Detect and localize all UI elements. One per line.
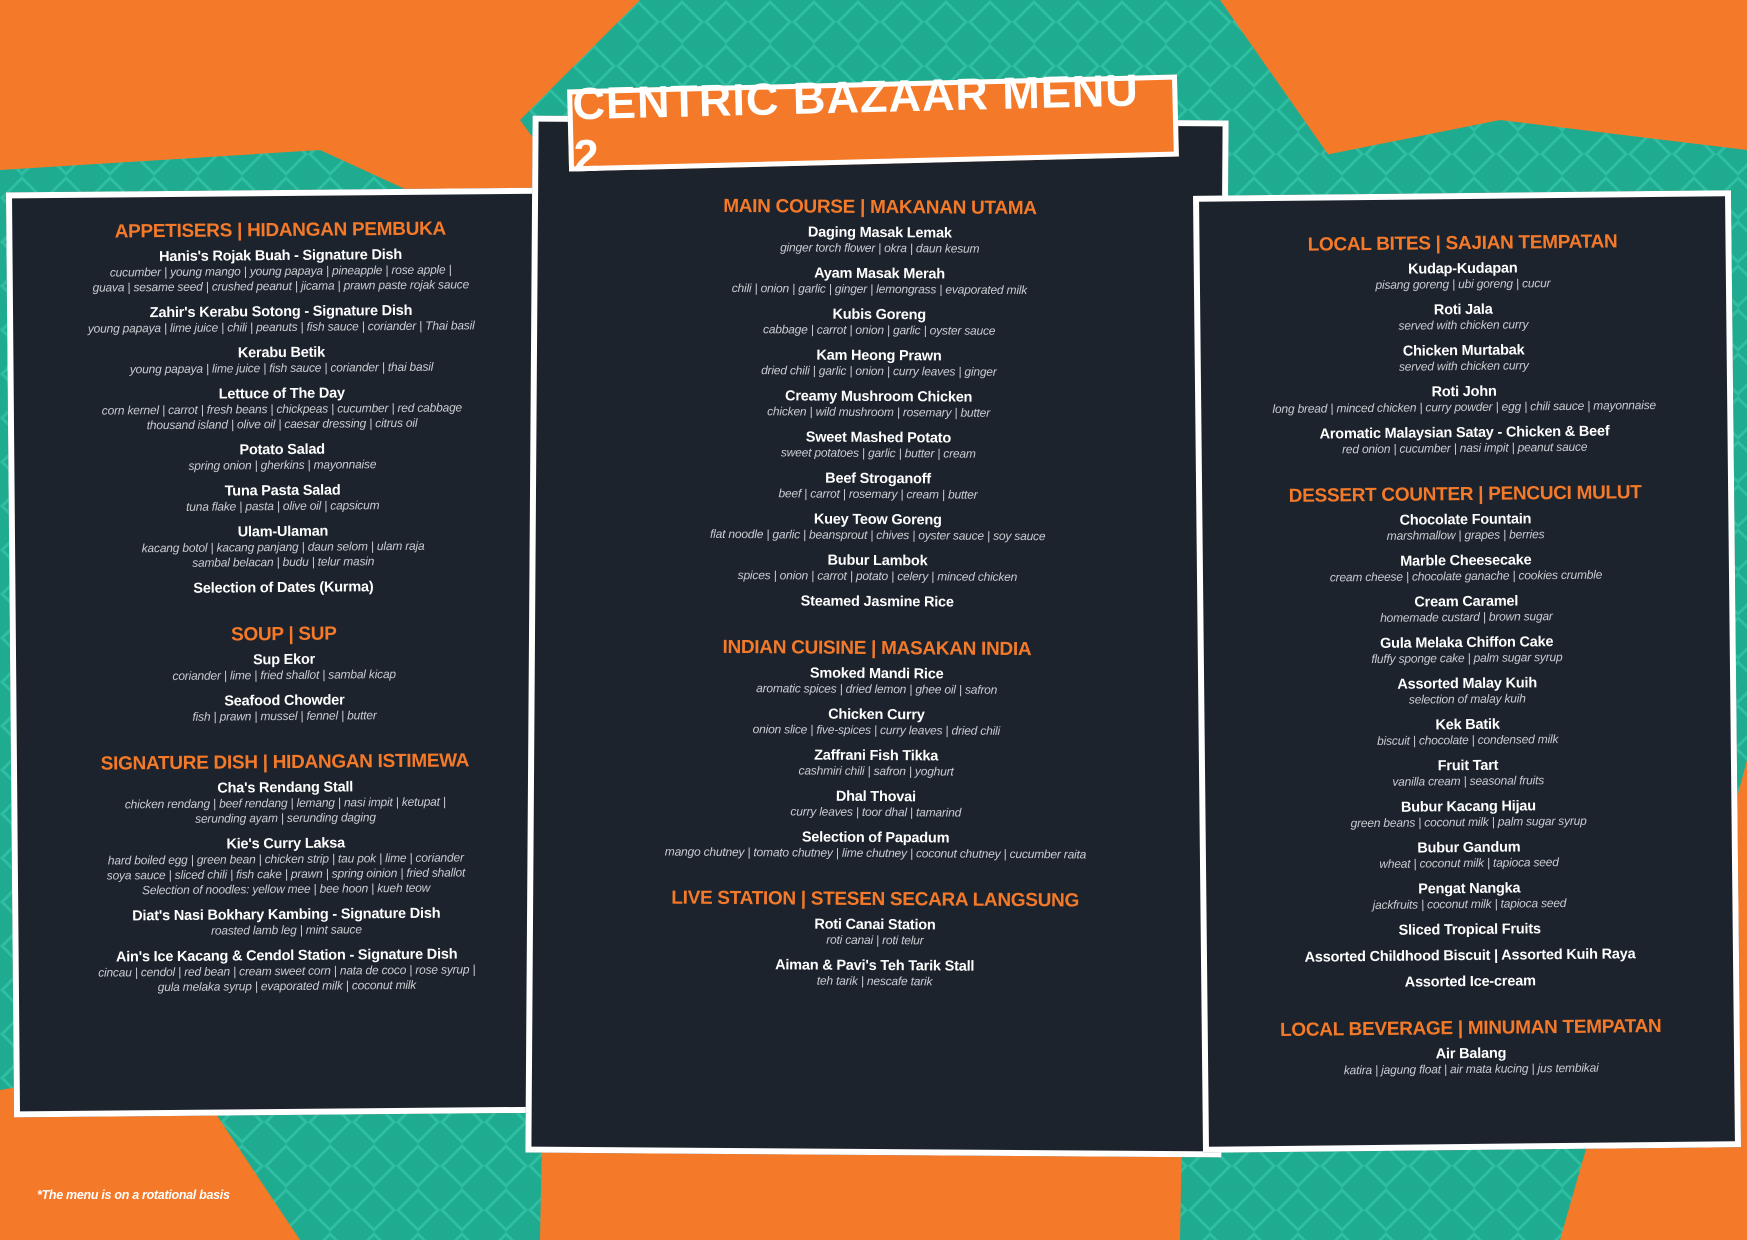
menu-item (535, 551, 1219, 587)
menu-item-description: curry leaves | toor dhal | tamarind (790, 804, 962, 820)
menu-item-name: Sup Ekor (252, 651, 316, 669)
menu-item-description: chicken | wild mushroom | rosemary | butter (767, 404, 991, 420)
menu-item-description: onion slice | five-spices | curry leaves | dried chili (752, 722, 1001, 738)
menu-item-name: Aiman & Pavi's Teh Tarik Stall (775, 957, 975, 975)
menu-item-description: corn kernel | carrot | fresh beans | chickpeas | cucumber | red cabbage (101, 400, 463, 418)
menu-item-name: Tuna Pasta Salad (224, 482, 341, 500)
menu-item-name: Dhal Thovai (835, 788, 916, 806)
menu-item-name: Daging Masak Lemak (807, 224, 952, 242)
menu-section (533, 887, 1218, 992)
menu-item-name: Assorted Childhood Biscuit | Assorted Kuih Raya (1304, 946, 1636, 966)
menu-item-name: Kudap-Kudapan (1408, 260, 1518, 278)
menu-section (535, 195, 1222, 613)
menu-item-description: wheat | coconut milk | tapioca seed (1379, 855, 1559, 871)
menu-item-name: Sliced Tropical Fruits (1398, 921, 1541, 939)
menu-item-name: Roti John (1431, 383, 1497, 401)
menu-item (533, 915, 1217, 951)
menu-item-name: Creamy Mushroom Chicken (785, 388, 973, 406)
menu-item-name: Kuey Teow Goreng (813, 511, 942, 529)
right-column (1199, 196, 1734, 1079)
menu-item-name: Ulam-Ulaman (237, 523, 329, 541)
menu-item (536, 469, 1220, 505)
menu-item-description: vanilla cream | seasonal fruits (1392, 773, 1545, 789)
menu-item-name: Lettuce of The Day (218, 385, 345, 403)
menu-item (15, 522, 551, 573)
menu-item (1202, 509, 1728, 546)
menu-item-name: Assorted Ice-cream (1404, 973, 1536, 991)
menu-item-name: Beef Stroganoff (825, 470, 932, 488)
menu-item-name: Kerabu Betik (237, 344, 325, 362)
menu-item-name: Fruit Tart (1437, 757, 1499, 775)
menu-item (15, 578, 551, 599)
menu-item (1201, 381, 1727, 418)
menu-item (17, 778, 553, 829)
menu-item-name: Air Balang (1435, 1045, 1507, 1063)
menu-item (13, 302, 549, 338)
menu-item-description: red onion | cucumber | nasi impit | peanut sauce (1341, 439, 1588, 457)
menu-item-name: Aromatic Malaysian Satay - Chicken & Beef (1319, 423, 1610, 443)
menu-item-name: Seafood Chowder (224, 692, 345, 710)
section-title: APPETISERS | HIDANGAN PEMBUKA (114, 218, 447, 243)
menu-item-name: Zahir's Kerabu Sotong - Signature Dish (149, 302, 413, 322)
menu-item-description: green beans | coconut milk | palm sugar syrup (1350, 813, 1587, 831)
menu-item-description: young papaya | lime juice | chili | peanuts | fish sauce | coriander | Thai basil (87, 318, 475, 336)
menu-item (1205, 755, 1731, 792)
menu-section (1202, 481, 1733, 992)
right-menu-panel (1193, 190, 1741, 1153)
section-title: INDIAN CUISINE | MASAKAN INDIA (722, 636, 1032, 661)
menu-item-name: Potato Salad (239, 441, 326, 459)
menu-item-description: cabbage | carrot | onion | garlic | oyster sauce (762, 322, 996, 338)
menu-item-description: dried chili | garlic | onion | curry leaves | ginger (761, 363, 997, 379)
menu-section (12, 218, 551, 599)
menu-item-description: jackfruits | coconut milk | tapioca seed (1372, 895, 1567, 913)
menu-item (535, 592, 1219, 613)
menu-item (13, 343, 549, 379)
footnote: *The menu is on a rotational basis (37, 1188, 230, 1202)
menu-item-description: served with chicken curry (1398, 358, 1529, 374)
menu-item (538, 223, 1222, 259)
section-title: LOCAL BITES | SAJIAN TEMPATAN (1307, 231, 1618, 256)
menu-item (534, 746, 1218, 782)
menu-item-description: serunding ayam | serunding daging (195, 810, 376, 826)
menu-item (15, 481, 551, 517)
menu-item (14, 440, 550, 476)
section-title: SIGNATURE DISH | HIDANGAN ISTIMEWA (100, 750, 470, 775)
menu-item-description: tuna flake | pasta | olive oil | capsicum (186, 498, 380, 514)
menu-item (1200, 258, 1726, 295)
menu-title-banner (567, 64, 1179, 182)
menu-item-description: gula melaka syrup | evaporated milk | coconut milk (157, 977, 417, 995)
menu-item (16, 650, 552, 686)
menu-item-description: cream cheese | chocolate ganache | cookies crumble (1329, 567, 1603, 585)
menu-item (1205, 796, 1731, 833)
menu-item-description: sweet potatoes | garlic | butter | cream (780, 445, 976, 461)
menu-item (1206, 837, 1732, 874)
menu-item (18, 905, 554, 941)
menu-item-description: fish | prawn | mussel | fennel | butter (192, 708, 377, 724)
left-menu-panel (6, 188, 562, 1118)
menu-item-description: served with chicken curry (1398, 317, 1529, 333)
section-title: LOCAL BEVERAGE | MINUMAN TEMPATAN (1279, 1015, 1662, 1041)
menu-item (534, 787, 1218, 823)
left-column (12, 194, 555, 997)
menu-item-description: guava | sesame seed | crushed peanut | jicama | prawn paste rojak sauce (92, 277, 470, 295)
menu-item (536, 510, 1220, 546)
menu-item-description: kacang botol | kacang panjang | daun selom | ulam raja (141, 538, 425, 556)
menu-item (536, 428, 1220, 464)
menu-item-name: Ayam Masak Merah (814, 265, 946, 283)
menu-item-name: Assorted Malay Kuih (1397, 675, 1538, 693)
section-title: DESSERT COUNTER | PENCUCI MULUT (1288, 482, 1642, 507)
menu-item-description: pisang goreng | ubi goreng | cucur (1375, 276, 1551, 292)
menu-section (17, 750, 555, 997)
menu-item-name: Smoked Mandi Rice (809, 665, 944, 683)
menu-item-description: mango chutney | tomato chutney | lime chutney | coconut chutney | cucumber raita (664, 844, 1087, 862)
menu-item-description: aromatic spices | dried lemon | ghee oil | safron (756, 681, 998, 697)
menu-item-name: Selection of Papadum (801, 829, 950, 847)
menu-item (537, 264, 1221, 300)
menu-item-name: Steamed Jasmine Rice (800, 593, 954, 611)
menu-item (533, 828, 1217, 864)
menu-item-name: Gula Melaka Chiffon Cake (1379, 634, 1554, 652)
menu-item (1203, 591, 1729, 628)
menu-item-name: Chicken Curry (828, 706, 925, 724)
menu-item-name: Chocolate Fountain (1399, 511, 1532, 529)
menu-item (1201, 340, 1727, 377)
section-title: SOUP | SUP (231, 623, 337, 646)
menu-item-name: Zaffrani Fish Tikka (814, 747, 939, 765)
menu-item-name: Roti Canai Station (814, 916, 936, 934)
menu-item-description: homemade custard | brown sugar (1380, 609, 1553, 625)
menu-item-description: cincau | cendol | red bean | cream sweet corn | nata de coco | rose syrup | (98, 962, 476, 980)
menu-item (16, 691, 552, 727)
menu-item (537, 346, 1221, 382)
menu-item-description: chili | onion | garlic | ginger | lemongrass | evaporated milk (731, 280, 1028, 298)
menu-item-description: biscuit | chocolate | condensed milk (1377, 732, 1559, 748)
menu-item (1200, 299, 1726, 336)
menu-item-name: Ain's Ice Kacang & Cendol Station - Signature Dish (115, 946, 458, 966)
section-title: MAIN COURSE | MAKANAN UTAMA (723, 195, 1037, 220)
menu-item-name: Cha's Rendang Stall (217, 779, 354, 797)
menu-item (537, 305, 1221, 341)
menu-item-description: chicken rendang | beef rendang | lemang | nasi impit | ketupat | (124, 794, 446, 812)
menu-item-name: Hanis's Rojak Buah - Signature Dish (158, 246, 403, 266)
menu-item-name: Sweet Mashed Potato (805, 429, 952, 447)
menu-item-description: marshmallow | grapes | berries (1386, 527, 1545, 543)
menu-item (1204, 632, 1730, 669)
menu-item-description: beef | carrot | rosemary | cream | butter (778, 486, 978, 502)
menu-item-description: spices | onion | carrot | potato | celery | minced chicken (737, 568, 1018, 584)
menu-item-description: fluffy sponge cake | palm sugar syrup (1371, 650, 1563, 667)
middle-column (533, 122, 1223, 992)
menu-item-name: Bubur Gandum (1417, 839, 1521, 857)
menu-item-name: Marble Cheesecake (1400, 552, 1532, 570)
menu-item (12, 246, 548, 297)
menu-item-description: hard boiled egg | green bean | chicken strip | tau pok | lime | coriander (107, 850, 464, 868)
menu-section (1208, 1015, 1735, 1080)
menu-item-description: cucumber | young mango | young papaya | pineapple | rose apple | (109, 262, 452, 280)
menu-item (19, 946, 555, 997)
middle-menu-panel (525, 116, 1228, 1158)
menu-item-name: Kam Heong Prawn (816, 347, 942, 365)
menu-item-name: Kek Batik (1435, 716, 1500, 734)
menu-item-name: Kubis Goreng (832, 306, 927, 324)
menu-item-description: selection of malay kuih (1408, 691, 1526, 707)
menu-item-description: long bread | minced chicken | curry powder | egg | chili sauce | mayonnaise (1272, 398, 1657, 417)
menu-title: CENTRIC BAZAAR MENU 2 (571, 64, 1140, 182)
menu-item-name: Bubur Lambok (827, 552, 928, 570)
menu-item-description: soya sauce | sliced chili | fish cake | prawn | spring oinion | fried shallot (106, 865, 466, 883)
menu-item-description: roti canai | roti telur (826, 932, 924, 948)
menu-item (534, 705, 1218, 741)
menu-item (1201, 422, 1727, 459)
menu-section (1199, 230, 1727, 458)
menu-item-name: Diat's Nasi Bokhary Kambing - Signature Dish (132, 905, 441, 925)
menu-item-name: Roti Jala (1433, 301, 1493, 319)
menu-item-description: coriander | lime | fried shallot | sambal kicap (172, 667, 396, 683)
menu-item-description: spring onion | gherkins | mayonnaise (188, 457, 377, 473)
menu-item-description: teh tarik | nescafe tarik (816, 973, 933, 989)
menu-item-description: young papaya | lime juice | fish sauce | coriander | thai basil (129, 359, 434, 377)
menu-item-description: flat noodle | garlic | beansprout | chives | oyster sauce | soy sauce (710, 526, 1046, 544)
menu-item (1204, 714, 1730, 751)
menu-item-description: katira | jagung float | air mata kucing | jus tembikai (1343, 1060, 1599, 1078)
menu-item (1203, 550, 1729, 587)
section-title: LIVE STATION | STESEN SECARA LANGSUNG (671, 887, 1080, 912)
menu-item (537, 387, 1221, 423)
menu-item-name: Chicken Murtabak (1402, 342, 1525, 360)
menu-item (1207, 919, 1733, 941)
menu-item-name: Kie's Curry Laksa (226, 835, 346, 853)
menu-item-description: Selection of noodles: yellow mee | bee hoon | kueh teow (141, 880, 431, 898)
menu-item (533, 956, 1217, 992)
menu-item-description: ginger torch flower | okra | daun kesum (780, 240, 980, 256)
menu-item-name: Bubur Kacang Hijau (1400, 798, 1536, 816)
menu-item-description: roasted lamb leg | mint sauce (210, 922, 362, 938)
menu-item (1208, 1043, 1734, 1080)
menu-item-description: cashmiri chili | safron | yoghurt (798, 763, 954, 779)
menu-item (1207, 945, 1733, 967)
menu-item (535, 664, 1219, 700)
menu-item (1207, 971, 1733, 993)
menu-item (1206, 878, 1732, 915)
menu-item (1204, 673, 1730, 710)
menu-item-description: thousand island | olive oil | caesar dressing | citrus oil (146, 415, 418, 433)
menu-item-name: Cream Caramel (1414, 593, 1519, 611)
menu-item-name: Selection of Dates (Kurma) (193, 579, 374, 597)
menu-item (18, 834, 555, 900)
menu-item (14, 384, 550, 435)
menu-item-description: sambal belacan | budu | telur masin (192, 554, 375, 570)
menu-section (16, 622, 553, 727)
menu-section (533, 636, 1219, 864)
menu-item-name: Pengat Nangka (1418, 880, 1521, 898)
